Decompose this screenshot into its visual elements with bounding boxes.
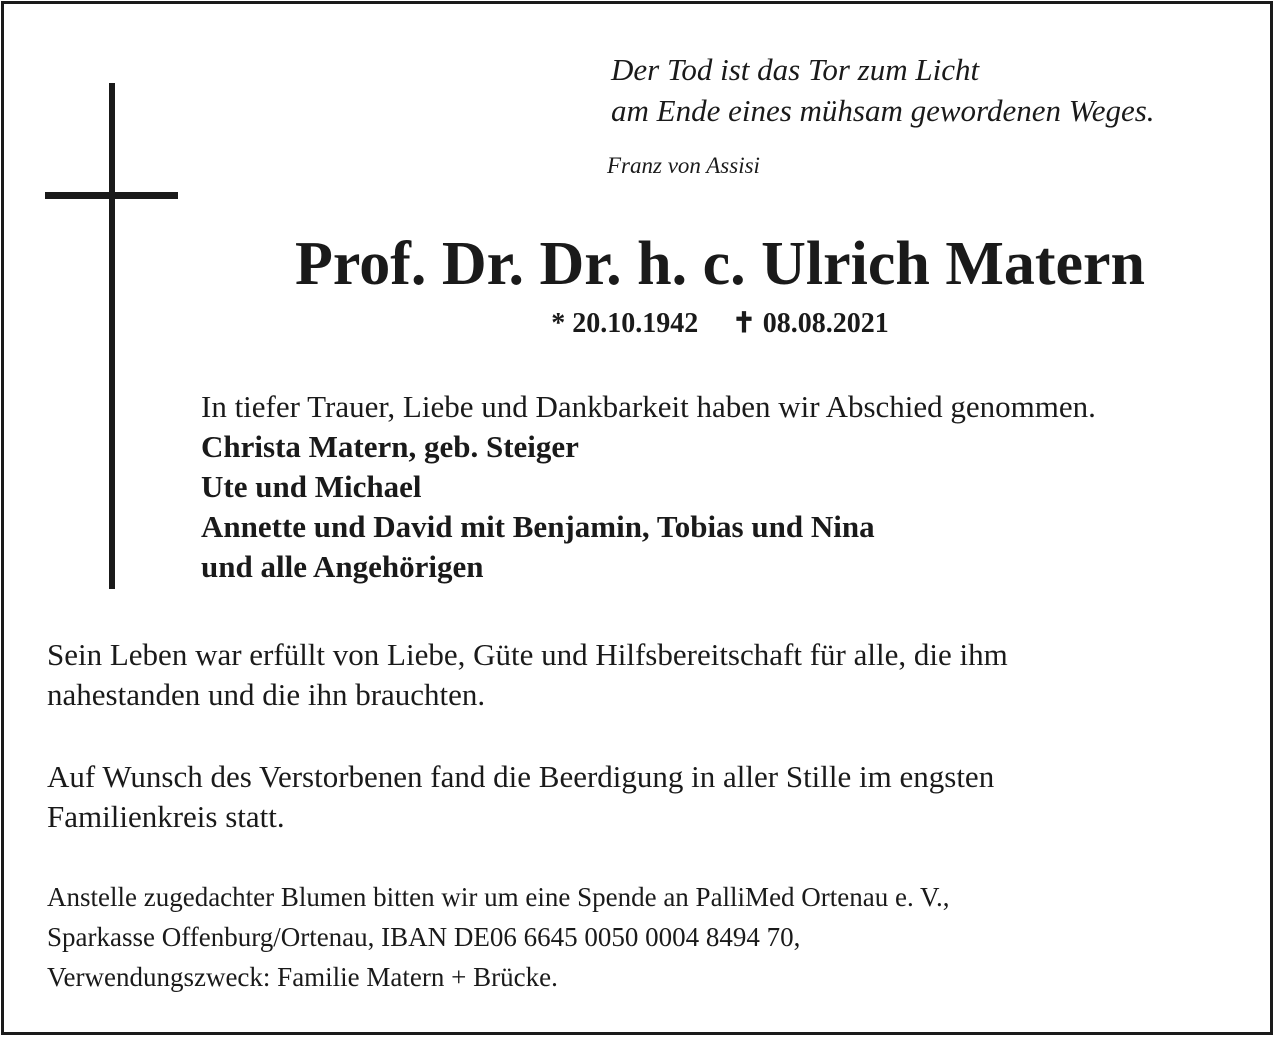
paragraph-line: nahestanden und die ihn brauchten.	[47, 677, 486, 712]
birth-date: * 20.10.1942	[551, 308, 699, 339]
mourner-name: Annette und David mit Benjamin, Tobias und Nina	[201, 509, 875, 544]
quote-line: Der Tod ist das Tor zum Licht	[611, 52, 980, 87]
donation-line: Sparkasse Offenburg/Ortenau, IBAN DE06 6645 0050 0004 8494 70,	[47, 922, 801, 952]
mourning-intro: In tiefer Trauer, Liebe und Dankbarkeit haben wir Abschied genommen.	[201, 389, 1096, 424]
donation-note	[47, 877, 950, 997]
mourner-name: Ute und Michael	[201, 469, 422, 504]
life-paragraph	[47, 635, 1008, 715]
deceased-name: Prof. Dr. Dr. h. c. Ulrich Matern	[294, 230, 1146, 298]
paragraph-line: Familienkreis statt.	[47, 799, 285, 834]
paragraph-line: Sein Leben war erfüllt von Liebe, Güte und Hilfsbereitschaft für alle, die ihm	[47, 637, 1008, 672]
mourners-block	[201, 387, 1096, 587]
donation-line: Anstelle zugedachter Blumen bitten wir um eine Spende an PalliMed Ortenau e. V.,	[47, 882, 950, 912]
life-dates	[190, 306, 1250, 342]
death-date: ✝ 08.08.2021	[732, 308, 889, 339]
mourner-name: Christa Matern, geb. Steiger	[201, 429, 579, 464]
donation-line: Verwendungszweck: Familie Matern + Brücke.	[47, 962, 558, 992]
mourner-name: und alle Angehörigen	[201, 549, 484, 584]
quote-line: am Ende eines mühsam gewordenen Weges.	[611, 93, 1155, 128]
cross-icon-horizontal-beam	[45, 192, 178, 199]
cross-icon-vertical-beam	[109, 83, 115, 589]
paragraph-line: Auf Wunsch des Verstorbenen fand die Beerdigung in aller Stille im engsten	[47, 759, 995, 794]
quote-author: Franz von Assisi	[607, 153, 760, 178]
quote	[611, 49, 1155, 131]
funeral-paragraph	[47, 757, 994, 837]
